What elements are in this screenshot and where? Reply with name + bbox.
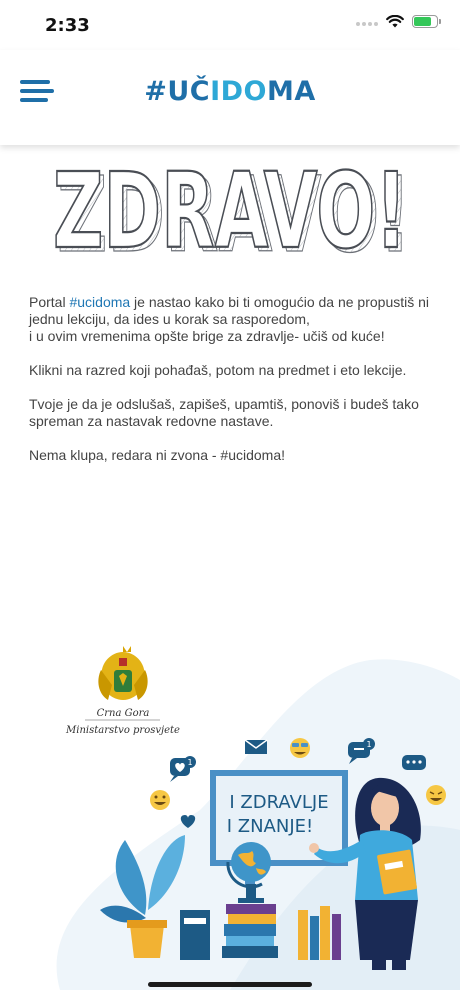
hero-title-text: ZDRAVO! bbox=[53, 150, 407, 258]
intro-text-span: Portal bbox=[29, 294, 70, 310]
typing-bubble-icon bbox=[402, 755, 426, 770]
mail-icon bbox=[245, 740, 267, 754]
wifi-icon bbox=[386, 15, 404, 28]
hero-title bbox=[45, 148, 415, 258]
intro-paragraph-4: Nema klupa, redara ni zvona - #ucidoma! bbox=[29, 447, 286, 463]
intro-paragraph-2: Klikni na razred koji pohađaš, potom na predmet i eto lekcije. bbox=[29, 362, 407, 378]
intro-paragraph-1 bbox=[29, 294, 439, 345]
intro-text-span: jednu lekciju, da ides u korak sa rasporedom, bbox=[29, 311, 310, 327]
emblem-ministry-label: Ministarstvo prosvjete bbox=[66, 725, 180, 736]
app-logo[interactable] bbox=[0, 76, 460, 107]
status-icons bbox=[356, 15, 438, 28]
intro-text-span: i u ovim vremenima opšte brige za zdravlje- učiš od kuće! bbox=[29, 328, 385, 344]
logo-part: UČ bbox=[167, 76, 211, 107]
ucidoma-hashtag-link[interactable]: #ucidoma bbox=[69, 294, 131, 310]
board-line-1: I ZDRAVLJE bbox=[229, 792, 329, 813]
welcome-illustration bbox=[0, 640, 460, 990]
logo-part: MA bbox=[267, 76, 316, 107]
hero-title-shadow: ZDRAVO! bbox=[57, 154, 411, 258]
status-bar bbox=[0, 0, 460, 50]
intro-text bbox=[29, 294, 439, 481]
intro-paragraph-3 bbox=[29, 396, 439, 430]
logo-part: # bbox=[144, 76, 168, 107]
laugh-emoji-icon bbox=[426, 785, 446, 805]
intro-text-span: Tvoje je da je odslušaš, zapišeš, upamtiš, ponoviš i budeš tako bbox=[29, 396, 419, 412]
svg-text:1: 1 bbox=[366, 740, 372, 749]
svg-text:1: 1 bbox=[187, 758, 193, 767]
smile-emoji-icon bbox=[150, 790, 170, 810]
intro-text-span: je nastao kako bi ti omogućio da ne propustiš ni bbox=[130, 294, 430, 310]
emblem-country-label: Crna Gora bbox=[96, 708, 150, 719]
heart-chat-icon bbox=[170, 756, 196, 782]
battery-level bbox=[414, 17, 431, 26]
board-line-2: I ZNANJE! bbox=[226, 816, 314, 837]
battery-icon bbox=[412, 15, 438, 28]
app-header bbox=[0, 50, 460, 145]
logo-part: IDO bbox=[210, 76, 268, 107]
status-time: 2:33 bbox=[45, 15, 90, 36]
cool-emoji-icon bbox=[290, 738, 310, 758]
home-indicator[interactable] bbox=[148, 982, 312, 987]
coat-of-arms-icon bbox=[98, 646, 147, 700]
intro-text-span: spreman za nastavak redovne nastave. bbox=[29, 413, 274, 429]
signal-icon bbox=[356, 18, 378, 26]
